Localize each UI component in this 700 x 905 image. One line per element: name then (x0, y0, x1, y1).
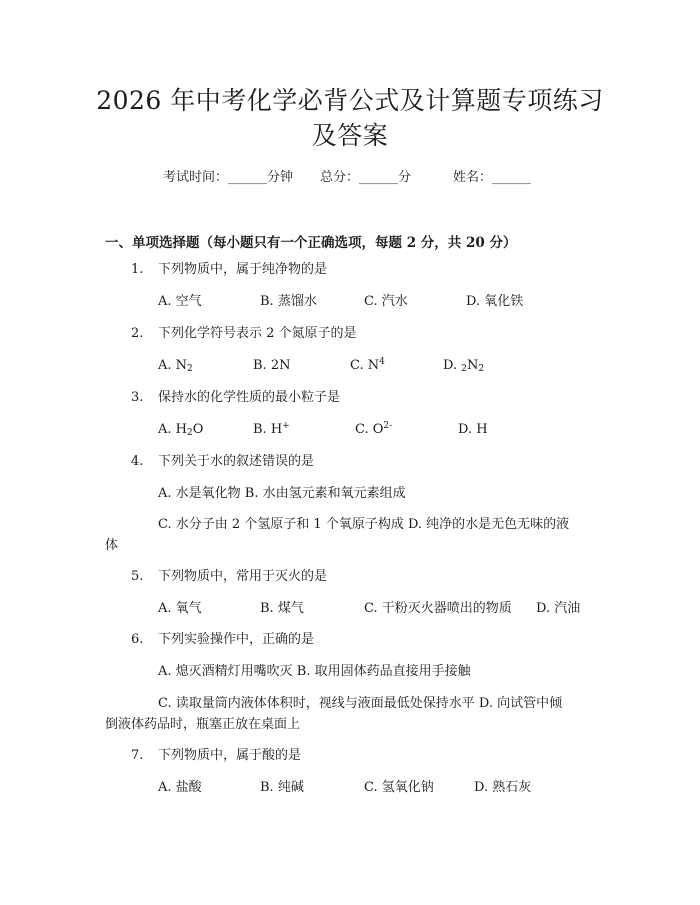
option-a: A. $N_2$ (158, 358, 193, 374)
option-c: C. 氢氧化钠 (364, 780, 434, 795)
total-score-field: 总分：______分 (320, 170, 412, 185)
question-number: 5. (131, 569, 144, 584)
option-d: D. $2N_2$ (443, 358, 485, 374)
exam-time-field: 考试时间：______分钟 (163, 170, 294, 185)
question-6-options-line-2: C. 读取量筒内液体体积时，视线与液面最低处保持水平 D. 向试管中倾 (158, 696, 563, 711)
option-b: B. 纯碱 (260, 780, 304, 795)
option-d: D. H (458, 422, 488, 437)
option-d: D. 汽油 (536, 601, 581, 616)
question-stem: 下列关于水的叙述错误的是 (158, 454, 315, 469)
question-6-options-line-3: 倒液体药品时，瓶塞正放在桌面上 (105, 717, 301, 732)
question-stem: 下列物质中，属于纯净物的是 (158, 262, 328, 277)
question-number: 1. (131, 262, 144, 277)
option-c: C. $O^{2-}$ (355, 421, 393, 437)
question-stem: 下列物质中，属于酸的是 (158, 748, 302, 763)
question-number: 6. (131, 632, 144, 647)
question-4-options-line-3: 体 (105, 538, 119, 553)
option-d: D. 熟石灰 (474, 780, 532, 795)
option-d: D. 氧化铁 (466, 294, 524, 309)
question-stem: 下列化学符号表示 2 个氮原子的是 (158, 326, 357, 341)
option-c: C. $N^4$ (350, 357, 385, 373)
option-a: A. 氧气 (158, 601, 202, 616)
exam-title-line-1: 2026 年中考化学必背公式及计算题专项练习 (96, 86, 604, 115)
option-a: A. 空气 (158, 294, 202, 309)
question-number: 7. (131, 748, 144, 763)
question-6-options-line-1: A. 熄灭酒精灯用嘴吹灭 B. 取用固体药品直接用手接触 (158, 664, 471, 679)
question-stem: 下列物质中，常用于灭火的是 (158, 569, 328, 584)
question-number: 4. (131, 454, 144, 469)
option-b: B. 蒸馏水 (260, 294, 317, 309)
option-a: A. 盐酸 (158, 780, 202, 795)
exam-title-line-2: 及答案 (311, 121, 389, 150)
question-stem: 下列实验操作中，正确的是 (158, 632, 315, 647)
section-heading-single-choice: 一、单项选择题（每小题只有一个正确选项，每题 2 分，共 20 分） (105, 235, 517, 251)
question-4-options-line-2: C. 水分子由 2 个氢原子和 1 个氧原子构成 D. 纯净的水是无色无味的液 (158, 517, 570, 532)
option-b: B. 煤气 (260, 601, 304, 616)
question-stem: 保持水的化学性质的最小粒子是 (158, 390, 341, 405)
option-a: A. $H_2O$ (158, 422, 204, 438)
question-number: 2. (131, 326, 144, 341)
option-b: B. H+ (253, 421, 290, 437)
option-c: C. 汽水 (364, 294, 408, 309)
student-name-field: 姓名：______ (453, 170, 532, 185)
option-b: B. 2N (253, 358, 291, 373)
option-c: C. 干粉灭火器喷出的物质 (364, 601, 512, 616)
question-4-options-line-1: A. 水是氧化物 B. 水由氢元素和氧元素组成 (158, 486, 406, 501)
question-number: 3. (131, 390, 144, 405)
